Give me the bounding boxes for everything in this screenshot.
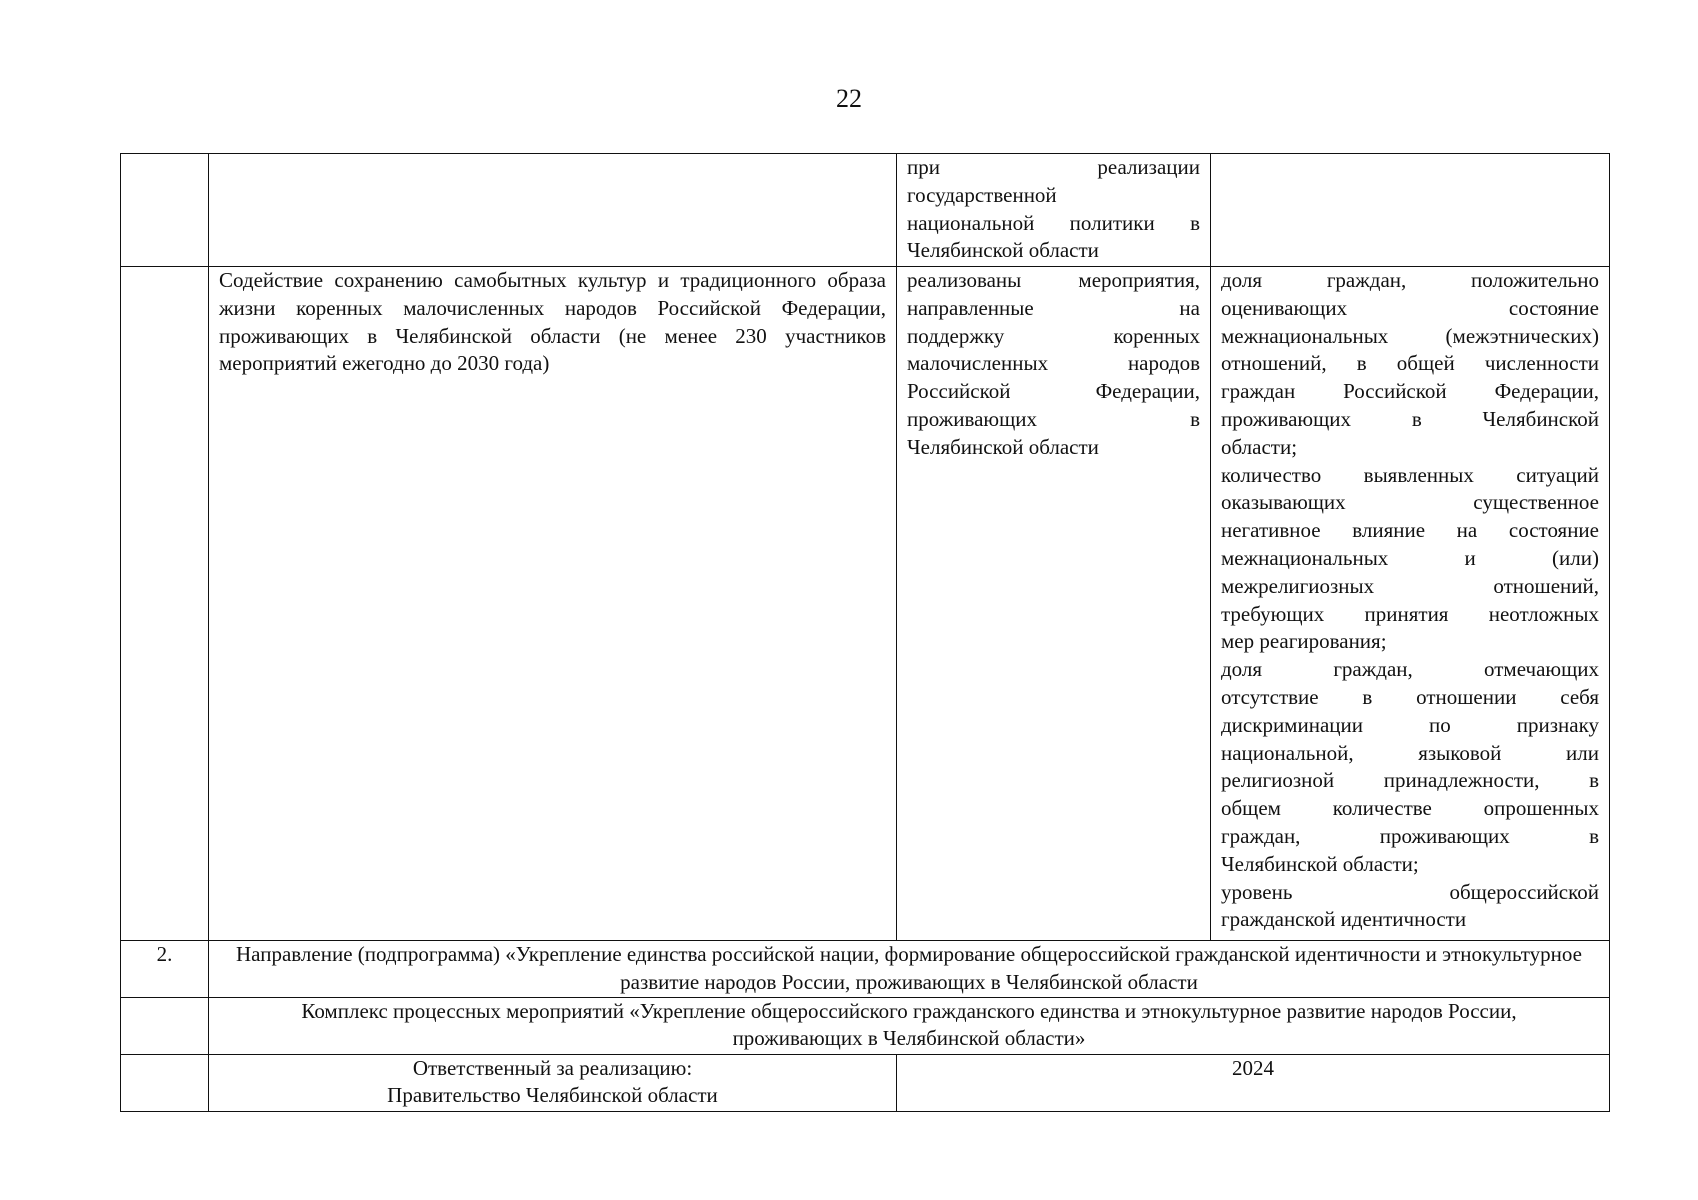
result-line: при реализации	[907, 155, 1200, 179]
cell-result-continuation	[897, 154, 1211, 267]
complex-text: Комплекс процессных мероприятий «Укрепление общероссийского гражданского единства и этнокультурное развитие народов России, проживающих в Челябинской области»	[301, 998, 1517, 1051]
indicator-line: требующих принятия неотложных	[1221, 601, 1599, 626]
task-text: Содействие сохранению самобытных культур и традиционного образа жизни коренных малочисленных народов Российской Федерации, проживающих в Челябинской области (не менее 230 участников мероприятий ежегодно до 2030 года)	[219, 268, 886, 376]
indicator-line: отношений, в общей численности	[1221, 351, 1599, 376]
cell-number-empty	[121, 154, 209, 267]
result-line: проживающих в	[907, 406, 1200, 431]
indicator-line: дискриминации по признаку	[1221, 712, 1599, 737]
indicator-line: области;	[1221, 434, 1298, 459]
result-text	[907, 154, 1200, 265]
cell-complex	[209, 997, 1610, 1054]
indicator-line: граждан Российской Федерации,	[1221, 379, 1599, 404]
indicator-line: национальной, языковой или	[1221, 740, 1599, 765]
result-line: Челябинской области	[907, 238, 1099, 263]
responsible-name: Правительство Челябинской области	[387, 1083, 718, 1108]
cell-number-empty	[121, 997, 209, 1054]
result-line: национальной политики в	[907, 210, 1200, 235]
cell-result	[897, 267, 1211, 941]
indicator-line: религиозной принадлежности, в	[1221, 768, 1599, 793]
result-line: поддержку коренных	[907, 323, 1200, 348]
indicator-line: Челябинской области;	[1221, 851, 1419, 876]
cell-task	[209, 267, 897, 941]
indicator-text	[1221, 267, 1599, 934]
cell-indicators	[1211, 267, 1610, 941]
indicator-line: оценивающих состояние	[1221, 295, 1599, 320]
table-row-responsible	[121, 1054, 1610, 1111]
cell-period	[897, 1054, 1610, 1111]
result-line: направленные на	[907, 295, 1200, 320]
indicator-line: оказывающих существенное	[1221, 490, 1599, 515]
cell-indicator-empty	[1211, 154, 1610, 267]
cell-responsible	[209, 1054, 897, 1111]
table-row-complex	[121, 997, 1610, 1054]
page-number: 22	[836, 84, 862, 113]
result-line: малочисленных народов	[907, 351, 1200, 376]
indicator-line: межнациональных (межэтнических)	[1221, 323, 1599, 348]
direction-text: Направление (подпрограмма) «Укрепление единства российской нации, формирование общероссийской гражданской идентичности и этнокультурное развитие народов России, проживающих в Челябинской области	[236, 942, 1582, 994]
cell-task-empty	[209, 154, 897, 267]
result-text	[907, 267, 1200, 462]
indicator-line: граждан, проживающих в	[1221, 823, 1599, 848]
result-line: реализованы мероприятия,	[907, 268, 1200, 292]
cell-number	[121, 941, 209, 998]
indicator-line: негативное влияние на состояние	[1221, 518, 1599, 543]
indicator-line: доля граждан, положительно	[1221, 268, 1599, 292]
indicator-line: количество выявленных ситуаций	[1221, 462, 1599, 487]
cell-direction	[209, 941, 1610, 998]
result-line: государственной	[907, 182, 1057, 207]
row-number: 2.	[156, 942, 173, 966]
indicator-line: общем количестве опрошенных	[1221, 796, 1599, 821]
indicator-line: межнациональных и (или)	[1221, 545, 1599, 570]
table-row-task	[121, 267, 1610, 941]
program-table	[120, 153, 1610, 1112]
indicator-line: проживающих в Челябинской	[1221, 406, 1599, 431]
indicator-line: гражданской идентичности	[1221, 907, 1467, 932]
cell-number-empty	[121, 267, 209, 941]
indicator-line: доля граждан, отмечающих	[1221, 657, 1599, 682]
result-line: Челябинской области	[907, 434, 1099, 459]
cell-number-empty	[121, 1054, 209, 1111]
indicator-line: мер реагирования;	[1221, 629, 1387, 654]
responsible-label: Ответственный за реализацию:	[412, 1055, 693, 1080]
table-row-continuation	[121, 154, 1610, 267]
table-row-direction	[121, 941, 1610, 998]
indicator-line: отсутствие в отношении себя	[1221, 684, 1599, 709]
indicator-line: межрелигиозных отношений,	[1221, 573, 1599, 598]
period-year: 2024	[1232, 1055, 1274, 1080]
indicator-line: уровень общероссийской	[1221, 879, 1599, 904]
result-line: Российской Федерации,	[907, 379, 1200, 404]
